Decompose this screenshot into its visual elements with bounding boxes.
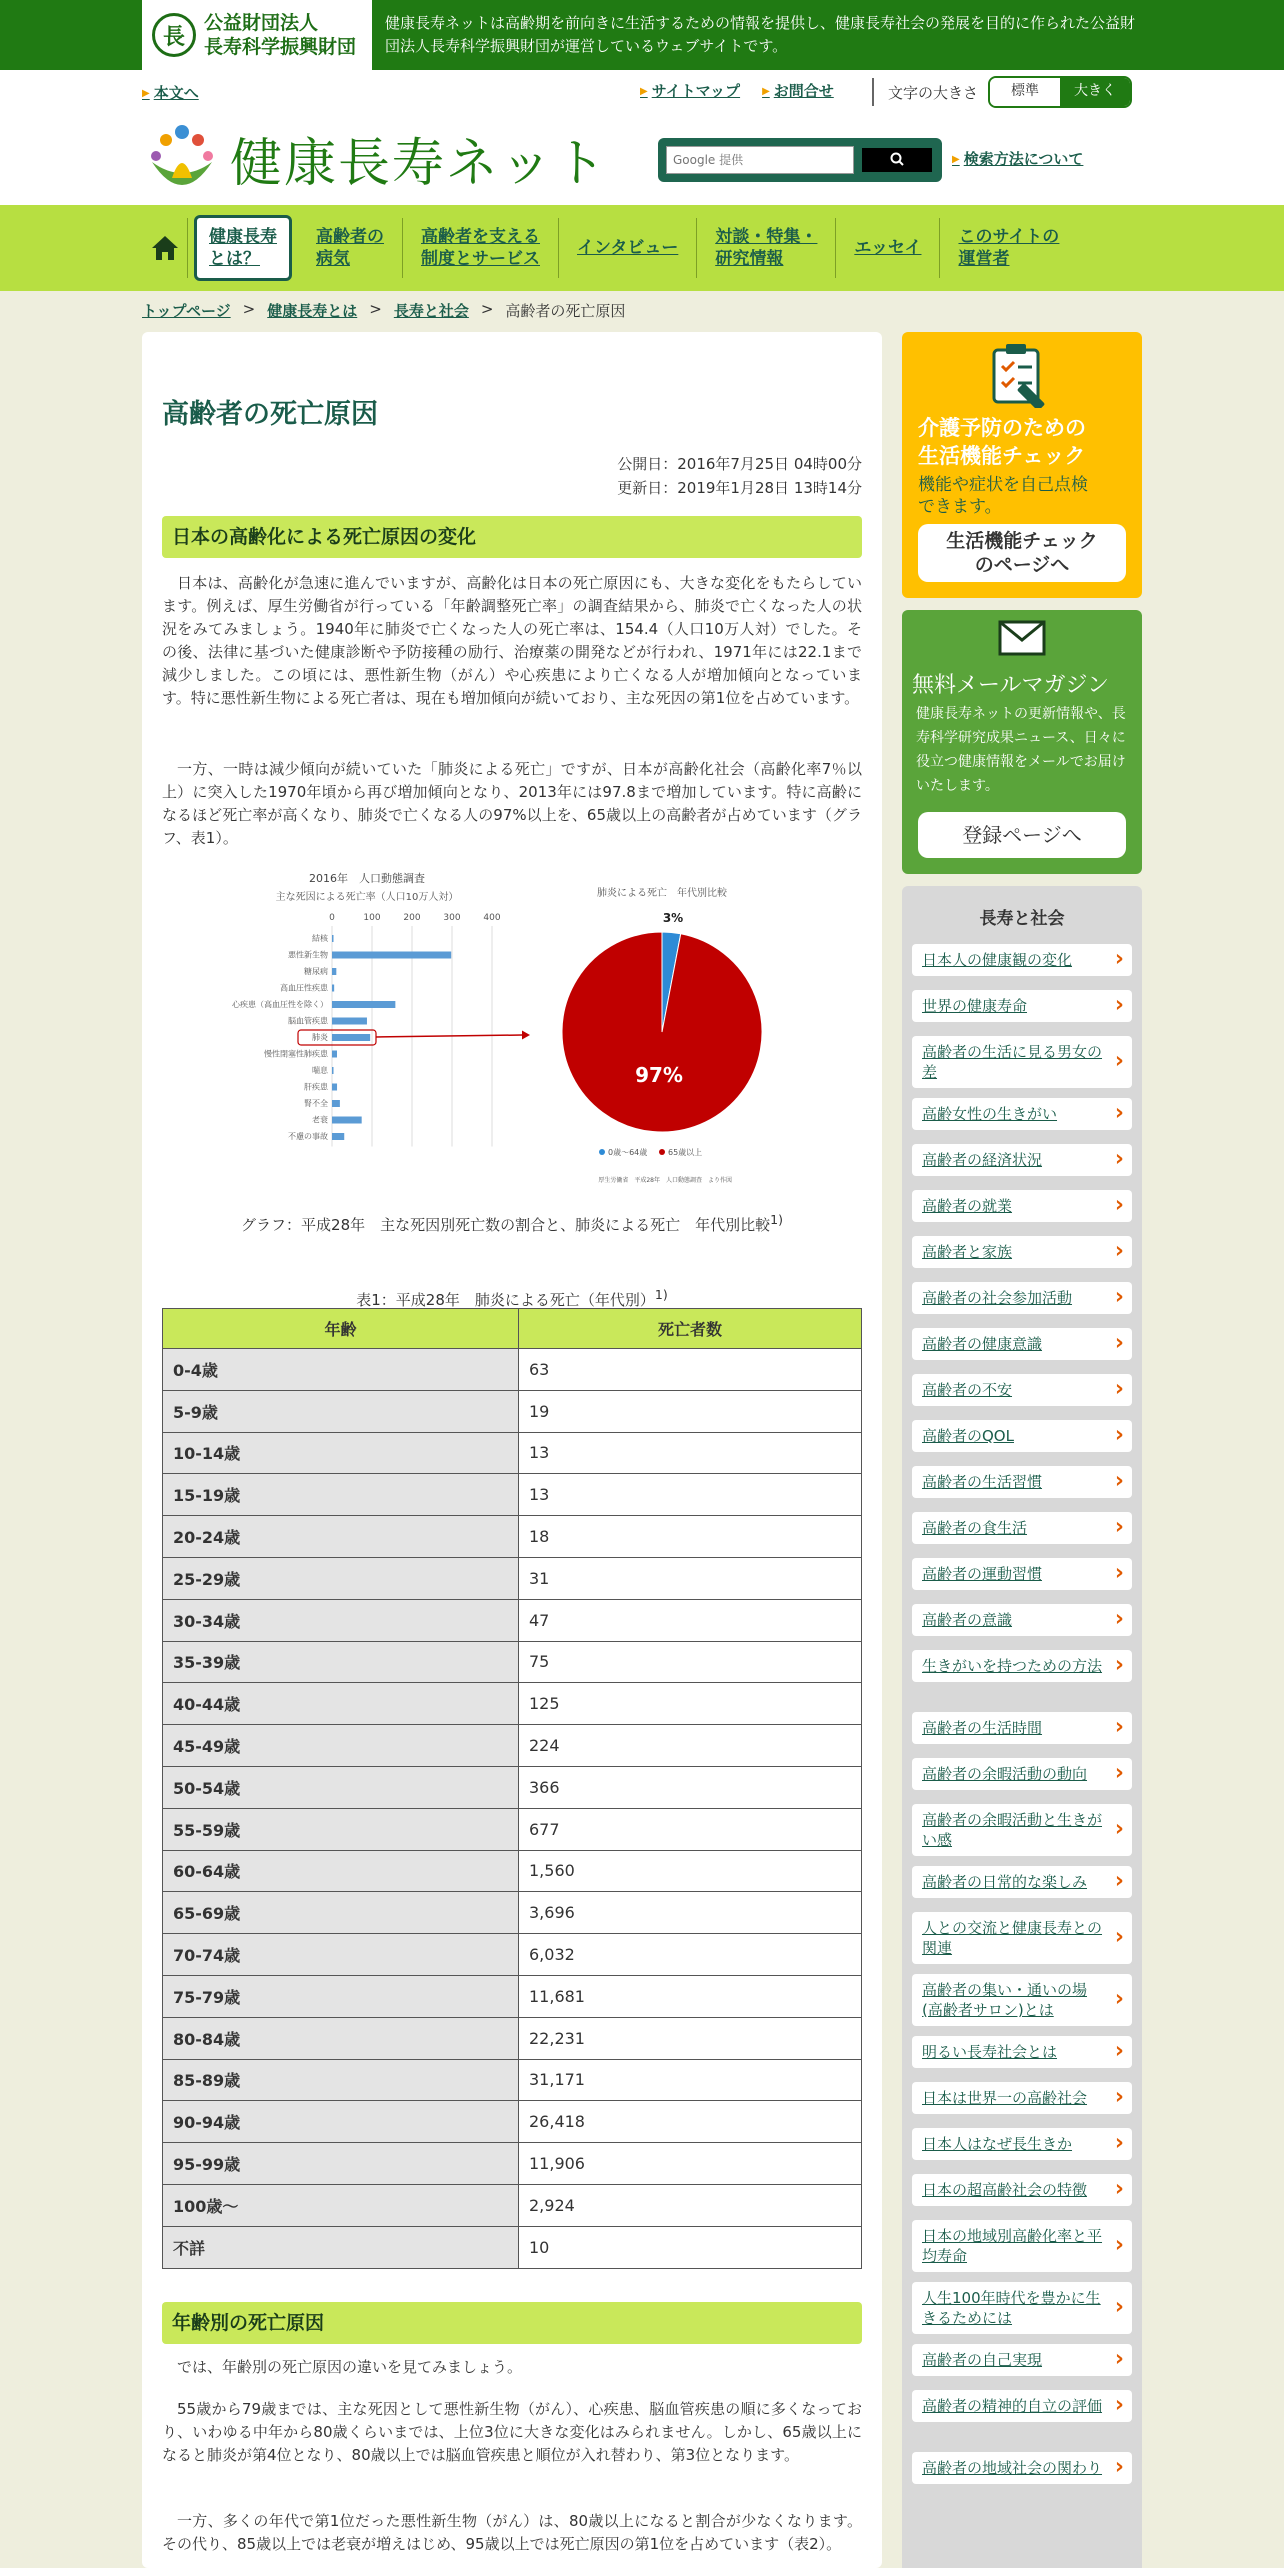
table-row [163,1725,862,1767]
paragraph-2: 一方、一時は減少傾向が続いていた「肺炎による死亡」ですが、日本が高齢化社会（高齢化率7％以上）に突入した1970年頃から再び増加傾向となり、2013年には97.8まで増加しています。特に高齢になるほど死亡率が高くなり、肺炎で亡くなる人の97%以上を、65歳以上の高齢者が占めています（グラフ、表1）。 [162,760,862,847]
sidebar-item-label: 高齢者の生活習慣 [922,1473,1043,1491]
deaths-cell: 63 [519,1349,862,1391]
paragraph-1: 日本は、高齢化が急速に進んでいますが、高齢化は日本の死亡原因にも、大きな変化をもたらしています。例えば、厚生労働省が行っている「年齢調整死亡率」の調査結果から、肺炎で亡くなった人の状況をみてみましょう。1940年に肺炎で亡くなった人の死亡率は、154.4（人口10万人対）でした。その後、法律に基づいた健康診断や予防接種の励行、治療薬の開発などが行われ、1971年には22.1まで減少しました。この頃には、悪性新生物（がん）や心疾患により亡くなる人が増加傾向となっています。特に悪性新生物による死亡者は、現在も増加傾向が続いており、主な死因の第1位を占めています。 [162,574,862,707]
function-check-button-line1: 生活機能チェック [946,530,1098,552]
nav-label-line2: 病気 [316,249,350,269]
site-name: 健康長寿ネット [230,133,609,194]
nav-item-diseases[interactable] [298,218,403,278]
paragraph-4: 55歳から79歳までは、主な死因として悪性新生物（がん）、心疾患、脳血管疾患の順に多くなっており、いわゆる中年から80歳くらいまでは、上位3位に大きな変化はみられません。しかし、65歳以上になると肺炎が第4位となり、80歳以上では脳血管疾患と順位が入れ替わり、第3位となります。 [162,2400,862,2464]
nav-item-operator[interactable] [940,218,1077,278]
header [0,70,1284,205]
sidebar-item-label: 高齢者の生活時間 [922,1719,1043,1737]
deaths-cell: 2,924 [519,2184,862,2226]
sidebar-item-label: 高齢者のQOL [922,1427,1014,1445]
breadcrumb [142,300,625,321]
chart-svg [162,872,862,1202]
sidebar-item-label: 明るい長寿社会とは [922,2043,1058,2061]
sidebar-item[interactable] [912,1466,1132,1498]
foundation-seal-icon: 長 [152,13,196,57]
deaths-cell: 125 [519,1683,862,1725]
sidebar-item-label: 高齢者の自己実現 [922,2351,1043,2369]
page-title: 高齢者の死亡原因 [162,399,378,430]
age-cell: 20-24歳 [163,1516,519,1558]
sidebar-item[interactable] [912,1866,1132,1898]
age-cell: 90-94歳 [163,2101,519,2143]
chart-figure [162,872,862,1202]
checklist-icon [988,342,1058,408]
bar-chart-subtitle: 主な死因による死亡率（人口10万人対） [275,892,459,903]
sidebar-item[interactable] [912,2390,1132,2422]
deaths-cell: 11,681 [519,1975,862,2017]
bar-chart-category-label: 肝疾患 [304,1082,328,1092]
function-check-subtitle-line1: 機能や症状を自己点検 [918,475,1088,495]
sidebar-item[interactable] [912,1098,1132,1130]
sidebar-item[interactable] [912,2220,1132,2272]
bar-chart-tick-label: 400 [483,913,501,923]
age-cell: 30-34歳 [163,1599,519,1641]
search-button[interactable] [862,148,932,172]
sidebar-item-label: 高齢者の精神的自立の評価 [922,2397,1103,2415]
table-row [163,1892,862,1934]
pneumonia-deaths-table [162,1308,862,2269]
bar-chart-category-label: 肺炎 [312,1033,328,1042]
bar-chart-bar [332,952,451,959]
sidebar-item-label: 高齢者の地域社会の関わり [922,2459,1103,2477]
deaths-cell: 11,906 [519,2143,862,2185]
nav-label-line1: インタビュー [577,238,679,258]
breadcrumb-about[interactable]: 健康長寿とは [267,302,358,320]
sidebar-item-label: 世界の健康寿命 [922,997,1028,1015]
font-size-standard-button[interactable]: 標準 [990,78,1060,106]
bar-chart-category-label: 高血圧性疾患 [280,983,328,993]
bar-chart-category-label: 不慮の事故 [288,1132,328,1141]
table-row [163,1599,862,1641]
age-cell: 100歳～ [163,2184,519,2226]
sidebar-item-label: 高齢者の余暇活動の動向 [922,1765,1088,1783]
paragraph-5: 一方、多くの年代で第1位だった悪性新生物（がん）は、80歳以上になると割合が少なくなります。その代り、85歳以上では老衰が増えはじめ、95歳以上では死亡原因の第1位を占めています（表2）。 [162,2512,862,2553]
sidebar-item[interactable] [912,1712,1132,1744]
search-box [658,138,942,182]
table-row [163,1432,862,1474]
table-row [163,1390,862,1432]
contact-link[interactable]: ▶ お問合せ [762,80,834,101]
sidebar-item-label: 高齢者の日常的な楽しみ [922,1873,1088,1891]
deaths-cell: 6,032 [519,1934,862,1976]
deaths-cell: 26,418 [519,2101,862,2143]
bar-chart-category-label: 腎不全 [304,1099,328,1108]
nav-label-line1: 対談・特集・ [715,227,818,247]
sidebar-item[interactable] [912,2452,1132,2484]
table-row [163,1641,862,1683]
function-check-title-line2: 生活機能チェック [918,444,1086,468]
nav-label-line1: 高齢者を支える [421,227,540,247]
table-row [163,2101,862,2143]
site-description: 健康長寿ネットは高齢期を前向きに生活するための情報を提供し、健康長寿社会の発展を目的に作られた公益財団法人長寿科学振興財団が運営しているウェブサイトです。 [385,14,1136,55]
sidebar-item-label: 高齢者と家族 [922,1243,1013,1261]
category-sidebar-title: 長寿と社会 [979,909,1065,929]
sitemap-link[interactable]: ▶ サイトマップ [640,80,740,101]
nav-label-line1: 健康長寿 [209,227,277,247]
function-check-banner[interactable] [902,332,1142,598]
sidebar-item[interactable] [912,1804,1132,1856]
paragraph-3: では、年齢別の死亡原因の違いを見てみましょう。 [177,2358,523,2376]
font-size-switcher [872,78,1132,106]
utility-links [640,80,834,101]
table-body [163,1349,862,2269]
font-size-toggle [988,76,1132,108]
table-row [163,2184,862,2226]
age-cell: 85-89歳 [163,2059,519,2101]
sidebar-item[interactable] [912,1036,1132,1088]
sidebar-item[interactable] [912,1558,1132,1590]
sidebar-item-label: 日本人の健康観の変化 [922,951,1073,969]
bar-chart-bar [332,968,336,975]
table-caption-text: 表1：平成28年 肺炎による死亡（年代別） [356,1291,655,1309]
table-row [163,1516,862,1558]
sidebar-item[interactable] [912,2036,1132,2068]
bar-chart-title: 2016年 人口動態調査 [309,872,425,885]
deaths-cell: 19 [519,1390,862,1432]
search-icon [890,152,904,166]
bar-chart-tick-label: 200 [403,913,421,923]
sidebar-item[interactable] [912,944,1132,976]
chart-caption-text: グラフ：平成28年 主な死因別死亡数の割合と、肺炎による死亡 年代別比較 [241,1216,771,1234]
chart-caption [142,1212,882,1235]
sidebar-item-label: 日本は世界一の高齢社会 [922,2089,1088,2107]
deaths-cell: 31 [519,1557,862,1599]
table-row [163,1934,862,1976]
table-row [163,2059,862,2101]
foundation-name-line1: 公益財団法人 [204,12,319,34]
pie-chart-title: 肺炎による死亡 年代別比較 [597,888,727,899]
sidebar-item[interactable] [912,1328,1132,1360]
nav-label-line2: 制度とサービス [421,249,540,269]
bar-chart-category-label: 糖尿病 [304,967,328,976]
bar-chart-category-label: 慢性閉塞性肺疾患 [264,1049,328,1059]
breadcrumb-separator: > [369,300,382,318]
sidebar-item[interactable] [912,1374,1132,1406]
function-check-button[interactable] [918,524,1126,582]
breadcrumb-current: 高齢者の死亡原因 [505,302,626,320]
deaths-cell: 31,171 [519,2059,862,2101]
function-check-button-line2: のページへ [974,554,1070,576]
age-cell: 25-29歳 [163,1557,519,1599]
table-row [163,2017,862,2059]
deaths-cell: 677 [519,1808,862,1850]
chart-caption-ref: 1) [770,1212,783,1227]
section-heading-2: 年齢別の死亡原因 [162,2302,862,2344]
font-size-large-button[interactable]: 大きく [1060,78,1130,106]
bar-chart-bar [332,1051,337,1058]
nav-label-line2: とは？ [209,249,260,269]
age-cell: 50-54歳 [163,1766,519,1808]
bar-chart-tick-label: 100 [363,913,381,923]
sidebar-item[interactable] [912,1282,1132,1314]
age-cell: 5-9歳 [163,1390,519,1432]
age-cell: 65-69歳 [163,1892,519,1934]
sidebar-item-label: 高齢者の運動習慣 [922,1565,1043,1583]
table-caption [142,1287,882,1310]
sidebar-item[interactable] [912,2082,1132,2114]
bar-chart-bar [332,1001,395,1008]
sidebar-item-label: 日本人はなぜ長生きか [922,2135,1073,2153]
sidebar-item-label: 高齢者の就業 [922,1197,1013,1215]
sidebar-item[interactable] [912,1604,1132,1636]
font-size-label: 文字の大きさ [888,83,979,102]
home-button[interactable] [142,218,188,278]
bar-chart-bar [332,1084,337,1091]
home-icon [150,234,180,262]
nav-item-about[interactable] [194,215,292,281]
sidebar-item[interactable] [912,1190,1132,1222]
section-heading-1: 日本の高齢化による死亡原因の変化 [162,516,862,558]
deaths-cell: 10 [519,2226,862,2268]
bar-chart-category-label: 喘息 [312,1066,328,1075]
search-help-link[interactable]: ▶ 検索方法について [952,148,1083,169]
function-check-title-line1: 介護予防のための [918,416,1086,440]
foundation-logo[interactable] [142,0,372,70]
pie-legend-label: 0歳～64歳 [608,1148,648,1157]
sidebar-item-label: 高齢者の集い・通いの場(高齢者サロン)とは [922,1981,1088,2019]
breadcrumb-society[interactable]: 長寿と社会 [393,302,469,320]
deaths-cell: 366 [519,1766,862,1808]
sidebar-item-label: 高齢者の意識 [922,1611,1013,1629]
bar-chart-category-label: 脳血管疾患 [288,1016,328,1026]
bar-chart-category-label: 老衰 [312,1115,328,1125]
deaths-cell: 13 [519,1432,862,1474]
mail-magazine-register-button[interactable]: 登録ページへ [918,812,1126,858]
table-header-deaths: 死亡者数 [519,1309,862,1349]
pie-data-label: 97% [635,1063,683,1087]
nav-label-line1: エッセイ [854,238,922,258]
site-logo[interactable] [142,118,608,198]
pie-legend-label: 65歳以上 [668,1148,703,1157]
pie-legend-swatch [659,1149,665,1155]
sidebar-item-label: 生きがいを持つための方法 [922,1657,1103,1675]
nav-label-line2: 運営者 [958,249,1010,269]
age-cell: 45-49歳 [163,1725,519,1767]
nav-item-essay[interactable] [836,218,940,278]
bar-chart-bar [332,1117,362,1124]
bar-chart-highlight-arrow [376,1035,522,1037]
sidebar-item-label: 人との交流と健康長寿との関連 [922,1919,1103,1957]
nav-item-services[interactable] [403,218,559,278]
sidebar-item-label: 高齢女性の生きがい [922,1105,1058,1123]
mail-magazine-text: 健康長寿ネットの更新情報や、長寿科学研究成果ニュース、日々に役立つ健康情報をメールでお届けいたします。 [916,706,1126,794]
age-cell: 15-19歳 [163,1474,519,1516]
table-row [163,2226,862,2268]
sidebar-item[interactable] [912,1758,1132,1790]
deaths-cell: 47 [519,1599,862,1641]
function-check-subtitle [918,474,1088,518]
table-row [163,2143,862,2185]
sidebar-item-label: 人生100年時代を豊かに生きるためには [922,2289,1101,2327]
search-input[interactable] [666,146,854,174]
nav-label-line1: 高齢者の [316,227,384,247]
sidebar-item-label: 高齢者の不安 [922,1381,1013,1399]
function-check-title [918,414,1086,470]
table-caption-ref: 1) [654,1287,668,1302]
sidebar-item-label: 日本の地域別高齢化率と平均寿命 [922,2227,1103,2265]
sidebar-item-label: 日本の超高齢社会の特徴 [922,2181,1088,2199]
nav-item-interview[interactable] [559,218,697,278]
sidebar-item[interactable] [912,2344,1132,2376]
bar-chart-category-label: 心疾患（高血圧性を除く） [232,1000,328,1009]
deaths-cell: 3,696 [519,1892,862,1934]
bar-chart-bar [332,985,334,992]
pie-slice [562,932,762,1132]
bar-chart-tick-label: 0 [329,913,335,923]
deaths-cell: 1,560 [519,1850,862,1892]
nav-label-line1: このサイトの [958,227,1060,247]
bar-chart-category-label: 悪性新生物 [288,950,328,960]
table-row [163,1975,862,2017]
bar-chart-bar [332,1100,340,1107]
published-date: 公開日：2016年7月25日 04時00分 [617,455,862,473]
deaths-cell: 13 [519,1474,862,1516]
nav-label-line2: 研究情報 [715,249,784,269]
age-cell: 95-99歳 [163,2143,519,2185]
deaths-cell: 75 [519,1641,862,1683]
bar-chart-bar [332,935,334,942]
mail-icon [998,620,1046,656]
table-header-row [163,1309,862,1349]
table-row [163,1808,862,1850]
category-sidebar [902,886,1142,2568]
sidebar-item[interactable] [912,1144,1132,1176]
sidebar-item-label: 高齢者の食生活 [922,1519,1028,1537]
age-cell: 70-74歳 [163,1934,519,1976]
updated-date: 更新日：2019年1月28日 13時14分 [617,479,862,497]
foundation-name-line2: 長寿科学振興財団 [204,36,357,58]
bar-chart-bar [332,1018,367,1025]
breadcrumb-separator: > [242,300,256,318]
main-content [142,332,882,2568]
deaths-cell: 18 [519,1516,862,1558]
function-check-subtitle-line2: できます。 [918,497,1002,517]
age-cell: 不詳 [163,2226,519,2268]
age-cell: 35-39歳 [163,1641,519,1683]
sidebar-item-label: 高齢者の社会参加活動 [922,1289,1073,1307]
sidebar-item[interactable] [912,990,1132,1022]
mail-magazine-banner[interactable] [902,610,1142,874]
table-header-age: 年齢 [163,1309,519,1349]
sidebar-item[interactable] [912,2128,1132,2160]
skip-to-content-link[interactable]: ▶ 本文へ [142,82,199,103]
pie-source-note: 厚生労働省 平成28年 人口動態調査 より作図 [598,1177,732,1184]
nav-item-features[interactable] [697,218,836,278]
mail-magazine-title: 無料メールマガジン [912,673,1110,698]
age-cell: 75-79歳 [163,1975,519,2017]
sidebar-item-label: 高齢者の健康意識 [922,1335,1043,1353]
sidebar-item[interactable] [912,1420,1132,1452]
breadcrumb-separator: > [480,300,494,318]
sidebar-item[interactable] [912,1512,1132,1544]
site-logo-icon [142,118,222,198]
breadcrumb-top[interactable]: トップページ [142,302,231,320]
sidebar-item[interactable] [912,1974,1132,2026]
deaths-cell: 22,231 [519,2017,862,2059]
age-cell: 60-64歳 [163,1850,519,1892]
table-row [163,1474,862,1516]
age-cell: 80-84歳 [163,2017,519,2059]
pie-data-label: 3% [662,911,684,925]
sidebar-item-label: 高齢者の経済状況 [922,1151,1043,1169]
table-row [163,1557,862,1599]
table-row [163,1850,862,1892]
sidebar-item[interactable] [912,1912,1132,1964]
sidebar-item[interactable] [912,1650,1132,1682]
bar-chart-bar [332,1133,344,1140]
table-row [163,1349,862,1391]
age-cell: 10-14歳 [163,1432,519,1474]
pie-legend-swatch [599,1149,605,1155]
bar-chart-bar [332,1034,370,1041]
bar-chart-category-label: 結核 [312,934,328,943]
table-row [163,1683,862,1725]
sidebar-item[interactable] [912,1236,1132,1268]
foundation-name [204,11,356,59]
sidebar-item-label: 高齢者の余暇活動と生きがい感 [922,1811,1103,1849]
age-cell: 40-44歳 [163,1683,519,1725]
article-dates [617,452,862,500]
top-banner [0,0,1284,70]
age-cell: 55-59歳 [163,1808,519,1850]
global-nav [0,205,1284,291]
bar-chart-highlight-arrowhead [522,1031,530,1040]
bar-chart-tick-label: 300 [443,913,461,923]
sidebar-item[interactable] [912,2282,1132,2334]
age-cell: 0-4歳 [163,1349,519,1391]
sidebar-item[interactable] [912,2174,1132,2206]
sidebar-item-label: 高齢者の生活に見る男女の差 [922,1043,1103,1081]
bar-chart-bar [332,1067,334,1074]
table-row [163,1766,862,1808]
deaths-cell: 224 [519,1725,862,1767]
